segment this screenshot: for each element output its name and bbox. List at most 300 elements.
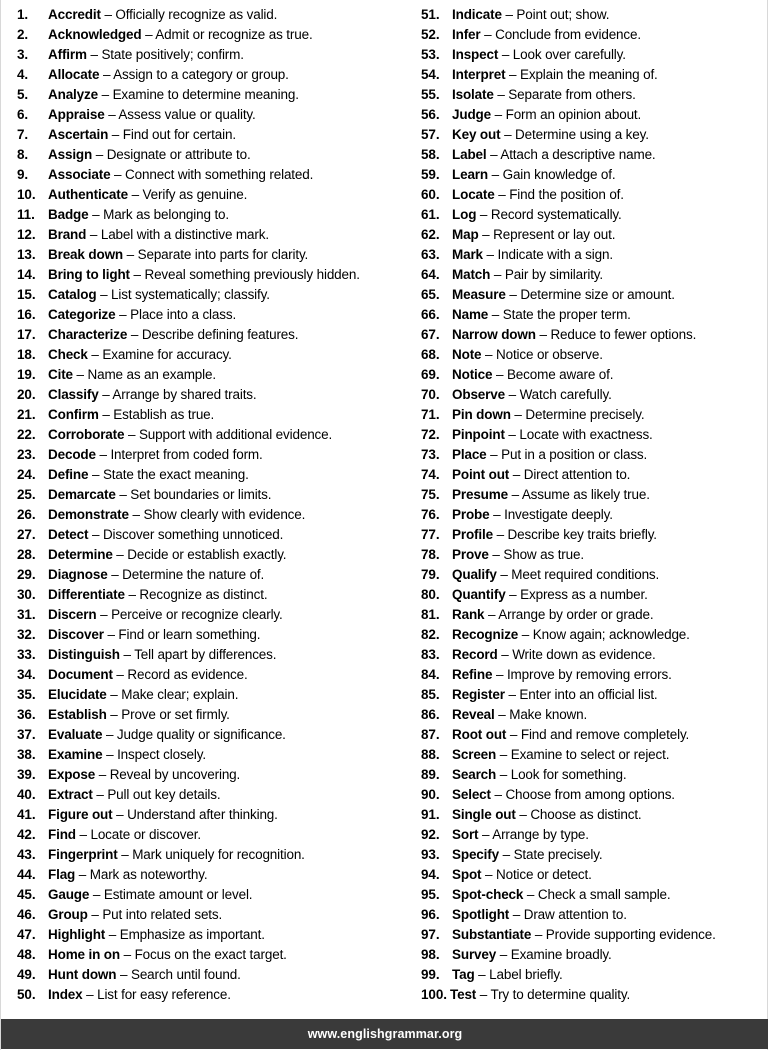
list-item-definition: Record as evidence.	[127, 667, 248, 682]
list-item	[421, 985, 768, 1005]
list-item-definition: Name as an example.	[87, 367, 216, 382]
list-item	[17, 745, 403, 765]
list-item-term: Sort	[452, 827, 479, 842]
list-item-term: Differentiate	[48, 587, 125, 602]
list-item-number: 74.	[421, 467, 440, 482]
list-item-number: 23.	[17, 447, 36, 462]
list-item	[17, 25, 403, 45]
list-item-number: 25.	[17, 487, 36, 502]
list-item-number: 90.	[421, 787, 440, 802]
list-item-definition: Find the position of.	[509, 187, 624, 202]
list-item-term: Figure out	[48, 807, 113, 822]
list-item-separator: –	[478, 967, 486, 982]
list-item-number: 12.	[17, 227, 36, 242]
list-item-definition: Put in a position or class.	[501, 447, 648, 462]
list-item-body	[48, 805, 278, 825]
list-item-term: Demonstrate	[48, 507, 129, 522]
list-item-number: 98.	[421, 947, 440, 962]
list-item-body	[48, 345, 232, 365]
list-item-definition: Form an opinion about.	[505, 107, 642, 122]
list-item-number: 3.	[17, 47, 29, 62]
list-item-body	[452, 85, 636, 105]
list-item-body	[48, 665, 248, 685]
list-item-term: Demarcate	[48, 487, 116, 502]
list-item-body	[48, 705, 230, 725]
list-item	[17, 345, 403, 365]
list-item-body	[48, 465, 249, 485]
list-item-definition: Find out for certain.	[122, 127, 236, 142]
list-item-separator: –	[116, 807, 124, 822]
list-item	[421, 705, 768, 725]
list-item-body	[452, 525, 657, 545]
list-item-separator: –	[488, 607, 496, 622]
list-item-definition: Decide or establish exactly.	[127, 547, 287, 562]
list-item-term: Discern	[48, 607, 97, 622]
list-item-separator: –	[534, 927, 543, 942]
list-item-body	[452, 465, 630, 485]
list-item-term: Match	[452, 267, 491, 282]
list-item-definition: Watch carefully.	[519, 387, 612, 402]
list-item-definition: Make known.	[509, 707, 588, 722]
list-item-term: Evaluate	[48, 727, 103, 742]
list-item-separator: –	[86, 987, 94, 1002]
list-item-term: Qualify	[452, 567, 497, 582]
list-item-separator: –	[116, 547, 124, 562]
list-item	[17, 185, 403, 205]
list-item	[17, 265, 403, 285]
list-item	[17, 485, 403, 505]
list-item-term: Label	[452, 147, 487, 162]
list-item-number: 87.	[421, 727, 440, 742]
list-item-number: 35.	[17, 687, 36, 702]
list-item-term: Appraise	[48, 107, 105, 122]
list-item-definition: List systematically; classify.	[111, 287, 270, 302]
list-item	[421, 525, 768, 545]
list-item-number: 64.	[421, 267, 440, 282]
list-item-separator: –	[511, 487, 519, 502]
list-item-separator: –	[91, 347, 99, 362]
list-item-number: 40.	[17, 787, 36, 802]
list-item-number: 67.	[421, 327, 440, 342]
list-item-term: Test	[450, 987, 477, 1002]
list-item-separator: –	[100, 287, 108, 302]
list-item-term: Inspect	[452, 47, 499, 62]
list-item-definition: Express as a number.	[520, 587, 648, 602]
list-item-separator: –	[110, 707, 118, 722]
list-item-number: 42.	[17, 827, 36, 842]
list-item-definition: Examine to determine meaning.	[112, 87, 299, 102]
list-item-number: 46.	[17, 907, 36, 922]
list-item-number: 19.	[17, 367, 36, 382]
list-item-separator: –	[498, 707, 506, 722]
list-item-term: Define	[48, 467, 89, 482]
list-item	[421, 365, 768, 385]
list-item-number: 60.	[421, 187, 440, 202]
list-item	[421, 825, 768, 845]
list-item-definition: Separate from others.	[508, 87, 636, 102]
list-item-term: Mark	[452, 247, 483, 262]
list-item-number: 86.	[421, 707, 440, 722]
list-item-body	[452, 945, 612, 965]
list-item-term: Recognize	[452, 627, 519, 642]
list-item-term: Select	[452, 787, 491, 802]
list-item	[421, 385, 768, 405]
list-item-number: 9.	[17, 167, 29, 182]
list-item-definition: Find or learn something.	[118, 627, 261, 642]
list-item-separator: –	[98, 767, 107, 782]
list-item-separator: –	[499, 747, 508, 762]
list-item-separator: –	[509, 727, 518, 742]
list-item	[421, 865, 768, 885]
list-item-body	[452, 805, 642, 825]
list-item-separator: –	[89, 227, 98, 242]
list-item	[17, 685, 403, 705]
list-item-number: 18.	[17, 347, 36, 362]
list-item-number: 76.	[421, 507, 440, 522]
list-item-number: 81.	[421, 607, 440, 622]
list-item-number: 82.	[421, 627, 440, 642]
list-item-separator: –	[126, 247, 134, 262]
list-item-term: Quantify	[452, 587, 506, 602]
list-item-separator: –	[132, 507, 140, 522]
list-item-term: Elucidate	[48, 687, 107, 702]
list-item-body	[452, 785, 675, 805]
list-item-definition: List for easy reference.	[97, 987, 231, 1002]
list-item	[17, 645, 403, 665]
list-item	[17, 765, 403, 785]
list-item-term: Fingerprint	[48, 847, 118, 862]
list-item-definition: Designate or attribute to.	[106, 147, 251, 162]
list-item	[421, 725, 768, 745]
list-item-body	[48, 325, 298, 345]
list-item-separator: –	[145, 27, 153, 42]
list-item-term: Name	[452, 307, 489, 322]
list-item-term: Root out	[452, 727, 507, 742]
list-item-separator: –	[512, 907, 521, 922]
list-item-term: Survey	[452, 947, 497, 962]
list-item	[421, 945, 768, 965]
list-item-body	[452, 565, 659, 585]
list-item	[421, 605, 768, 625]
list-item-term: Profile	[452, 527, 493, 542]
list-item	[17, 125, 403, 145]
list-item-separator: –	[491, 307, 500, 322]
list-item-separator: –	[494, 787, 502, 802]
list-item-number: 59.	[421, 167, 440, 182]
list-item-separator: –	[120, 967, 128, 982]
list-item-term: Gauge	[48, 887, 90, 902]
list-item-separator: –	[479, 207, 488, 222]
list-item-number: 37.	[17, 727, 36, 742]
list-item-term: Isolate	[452, 87, 494, 102]
list-item-definition: Attach a descriptive name.	[500, 147, 656, 162]
list-item	[421, 505, 768, 525]
list-item-body	[48, 925, 265, 945]
list-item-term: Associate	[48, 167, 111, 182]
list-item-term: Map	[452, 227, 479, 242]
list-item	[421, 465, 768, 485]
list-item-term: Assign	[48, 147, 93, 162]
list-item-definition: Look over carefully.	[512, 47, 626, 62]
list-item-definition: Reveal something previously hidden.	[144, 267, 360, 282]
list-item-number: 93.	[421, 847, 440, 862]
list-item-number: 22.	[17, 427, 36, 442]
list-item-definition: Admit or recognize as true.	[155, 27, 313, 42]
list-item	[421, 485, 768, 505]
list-item-term: Measure	[452, 287, 506, 302]
list-item-separator: –	[502, 847, 510, 862]
list-item-definition: Check a small sample.	[537, 887, 671, 902]
list-item-term: Decode	[48, 447, 96, 462]
list-item-definition: Connect with something related.	[125, 167, 314, 182]
list-item-definition: Notice or observe.	[495, 347, 603, 362]
list-item-term: Find	[48, 827, 76, 842]
list-item-definition: Recognize as distinct.	[139, 587, 268, 602]
list-item	[17, 165, 403, 185]
list-item-definition: Estimate amount or level.	[103, 887, 253, 902]
list-item-body	[48, 865, 207, 885]
list-item-body	[452, 545, 584, 565]
list-item-term: Learn	[452, 167, 489, 182]
list-item-number: 51.	[421, 7, 440, 22]
list-item-separator: –	[102, 387, 110, 402]
list-item	[421, 545, 768, 565]
list-item-separator: –	[108, 107, 116, 122]
list-item-number: 6.	[17, 107, 29, 122]
list-item-separator: –	[123, 647, 131, 662]
list-item-term: Prove	[452, 547, 489, 562]
list-item-number: 17.	[17, 327, 36, 342]
list-item-separator: –	[491, 167, 499, 182]
list-item-separator: –	[78, 867, 87, 882]
list-item-separator: –	[92, 207, 100, 222]
list-item-definition: Describe defining features.	[141, 327, 299, 342]
list-item-separator: –	[111, 127, 120, 142]
list-item-number: 32.	[17, 627, 36, 642]
list-item-separator: –	[110, 687, 118, 702]
list-item-number: 39.	[17, 767, 36, 782]
list-item-term: Tag	[452, 967, 475, 982]
list-item-term: Rank	[452, 607, 485, 622]
list-item-body	[48, 5, 277, 25]
list-item-term: Spotlight	[452, 907, 510, 922]
list-item-term: Diagnose	[48, 567, 108, 582]
list-item	[421, 425, 768, 445]
list-item-separator: –	[499, 947, 508, 962]
list-item-separator: –	[490, 447, 498, 462]
list-item	[421, 345, 768, 365]
list-item-separator: –	[492, 547, 500, 562]
list-item-definition: Understand after thinking.	[127, 807, 278, 822]
list-item-separator: –	[105, 727, 114, 742]
list-item-body	[452, 425, 653, 445]
list-item-term: Analyze	[48, 87, 98, 102]
list-item	[421, 685, 768, 705]
list-item	[17, 905, 403, 925]
list-item-separator: –	[494, 107, 502, 122]
list-item-body	[452, 485, 650, 505]
list-item-body	[452, 445, 647, 465]
footer-bar	[1, 1019, 768, 1049]
list-item-term: Screen	[452, 747, 497, 762]
list-item	[421, 965, 768, 985]
list-item-definition: Write down as evidence.	[512, 647, 656, 662]
list-item	[17, 625, 403, 645]
list-item-definition: Locate or discover.	[90, 827, 201, 842]
list-item-definition: Find and remove completely.	[520, 727, 690, 742]
list-item-definition: Examine to select or reject.	[510, 747, 670, 762]
list-item-separator: –	[482, 227, 490, 242]
list-item	[17, 325, 403, 345]
list-item-definition: Establish as true.	[113, 407, 215, 422]
list-item-term: Indicate	[452, 7, 502, 22]
list-item-body	[48, 785, 220, 805]
list-item-separator: –	[127, 427, 136, 442]
list-item-body	[452, 125, 649, 145]
list-item-number: 41.	[17, 807, 36, 822]
list-item	[421, 805, 768, 825]
list-item-body	[48, 985, 231, 1005]
list-item-separator: –	[76, 367, 84, 382]
list-item	[421, 165, 768, 185]
list-item-term: Note	[452, 347, 482, 362]
list-item-definition: State the proper term.	[502, 307, 631, 322]
list-item-separator: –	[102, 67, 111, 82]
list-item-number: 61.	[421, 207, 440, 222]
list-item-definition: Assume as likely true.	[521, 487, 650, 502]
list-item	[17, 725, 403, 745]
list-item-number: 47.	[17, 927, 36, 942]
footer-website-url[interactable]: www.englishgrammar.org	[307, 1027, 463, 1041]
list-item-separator: –	[512, 467, 521, 482]
list-item-body	[452, 925, 716, 945]
list-item-body	[452, 745, 669, 765]
list-item-separator: –	[496, 527, 504, 542]
list-item-definition: Assess value or quality.	[118, 107, 256, 122]
list-item-number: 58.	[421, 147, 440, 162]
list-item-number: 1.	[17, 7, 29, 22]
list-item-definition: Become aware of.	[506, 367, 614, 382]
list-item-separator: –	[498, 187, 506, 202]
list-item-definition: Mark as noteworthy.	[89, 867, 208, 882]
list-item	[421, 45, 768, 65]
list-item-separator: –	[497, 87, 505, 102]
list-item-term: Hunt down	[48, 967, 117, 982]
list-item-term: Presume	[452, 487, 508, 502]
list-item-body	[452, 65, 658, 85]
list-item-body	[48, 505, 305, 525]
list-item-definition: Search until found.	[130, 967, 241, 982]
list-item-term: Reveal	[452, 707, 495, 722]
list-item-number: 99.	[421, 967, 440, 982]
list-item-body	[48, 585, 267, 605]
list-item-number: 100.	[421, 987, 447, 1002]
list-item-number: 52.	[421, 27, 440, 42]
list-item-body	[452, 245, 613, 265]
list-item-separator: –	[521, 627, 530, 642]
list-item	[421, 245, 768, 265]
list-item	[17, 845, 403, 865]
list-item-body	[48, 425, 332, 445]
list-item-body	[48, 25, 313, 45]
list-item-definition: Arrange by shared traits.	[112, 387, 257, 402]
list-item-body	[48, 405, 214, 425]
list-item-separator: –	[499, 767, 508, 782]
list-item-body	[452, 625, 690, 645]
list-item-separator: –	[95, 147, 104, 162]
list-item-definition: Examine for accuracy.	[102, 347, 232, 362]
list-item-number: 7.	[17, 127, 29, 142]
list-item-separator: –	[91, 907, 99, 922]
list-item-number: 68.	[421, 347, 440, 362]
list-item	[421, 785, 768, 805]
list-item-body	[452, 345, 603, 365]
list-column-right	[403, 0, 768, 1005]
list-item-separator: –	[91, 467, 100, 482]
list-item-number: 55.	[421, 87, 440, 102]
list-item-number: 89.	[421, 767, 440, 782]
list-item	[421, 285, 768, 305]
list-item-definition: Set boundaries or limits.	[130, 487, 272, 502]
list-item-definition: State positively; confirm.	[101, 47, 244, 62]
list-item-separator: –	[482, 827, 490, 842]
list-item-term: Cite	[48, 367, 73, 382]
list-item-body	[452, 225, 615, 245]
list-item	[17, 545, 403, 565]
list-item	[421, 445, 768, 465]
list-item-body	[452, 905, 627, 925]
list-item-body	[48, 245, 308, 265]
list-item	[17, 505, 403, 525]
list-item-definition: Try to determine quality.	[490, 987, 631, 1002]
list-item-definition: Perceive or recognize clearly.	[111, 607, 283, 622]
list-item-term: Bring to light	[48, 267, 130, 282]
list-item-definition: Look for something.	[510, 767, 627, 782]
list-item-term: Observe	[452, 387, 505, 402]
list-item	[421, 745, 768, 765]
list-item-number: 54.	[421, 67, 440, 82]
list-item-number: 56.	[421, 107, 440, 122]
list-item-separator: –	[106, 747, 114, 762]
list-item-body	[452, 505, 613, 525]
list-item-body	[452, 265, 603, 285]
list-item-term: Spot	[452, 867, 482, 882]
list-item-separator: –	[90, 47, 98, 62]
list-item-definition: Improve by removing errors.	[506, 667, 672, 682]
list-item	[17, 705, 403, 725]
list-item	[421, 885, 768, 905]
list-item-separator: –	[539, 327, 547, 342]
list-item-body	[452, 45, 626, 65]
list-item-separator: –	[485, 347, 493, 362]
list-item-body	[452, 105, 641, 125]
list-item-term: Authenticate	[48, 187, 128, 202]
list-item	[421, 25, 768, 45]
list-item-definition: Reduce to fewer options.	[550, 327, 697, 342]
list-item-definition: Explain the meaning of.	[520, 67, 658, 82]
list-item-definition: Investigate deeply.	[504, 507, 613, 522]
list-item-number: 43.	[17, 847, 36, 862]
list-item-separator: –	[519, 807, 527, 822]
list-item-separator: –	[509, 587, 517, 602]
list-item-definition: Provide supporting evidence.	[545, 927, 716, 942]
list-item-definition: Label with a distinctive mark.	[100, 227, 269, 242]
list-item-body	[48, 485, 271, 505]
list-item	[17, 885, 403, 905]
list-item	[421, 325, 768, 345]
list-item	[421, 105, 768, 125]
list-item-separator: –	[504, 127, 512, 142]
